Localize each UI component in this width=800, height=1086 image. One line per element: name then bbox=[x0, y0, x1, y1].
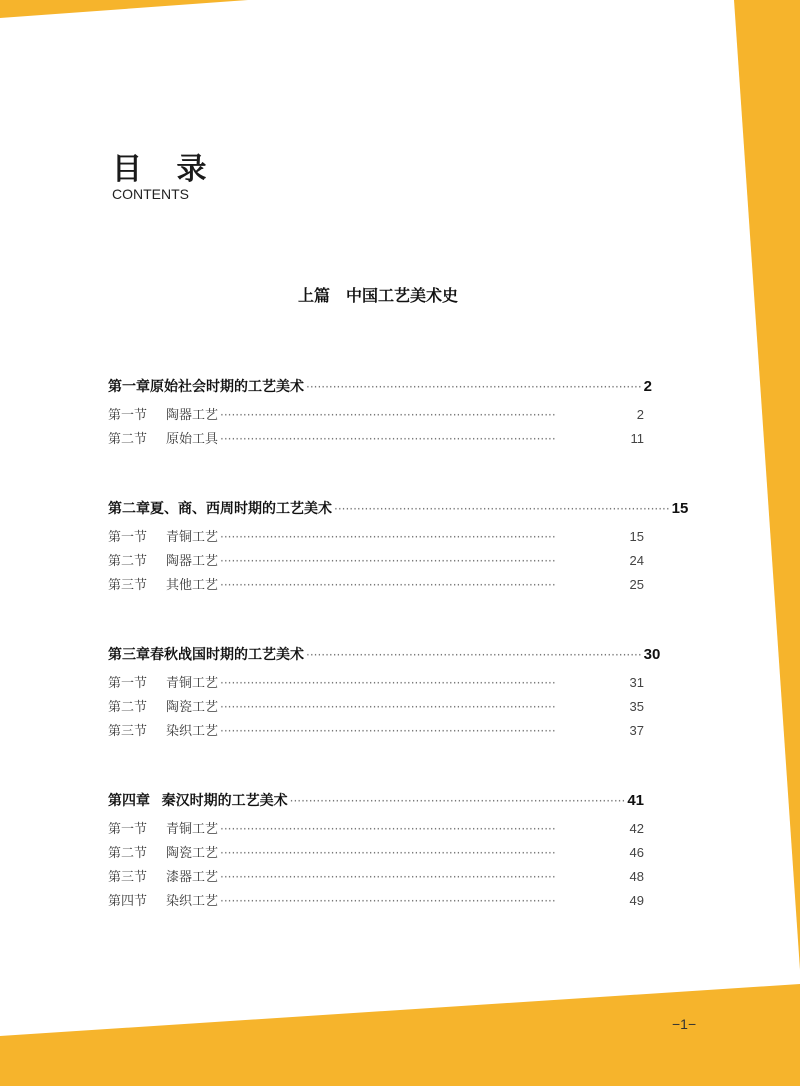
section-title: 陶器工艺 bbox=[166, 554, 219, 569]
chapter-number: 第三章 bbox=[108, 647, 150, 663]
chapter-entry[interactable] bbox=[108, 644, 661, 672]
chapter-title: 春秋战国时期的工艺美术 bbox=[150, 647, 304, 663]
dot-leader: ························································································ bbox=[306, 648, 642, 662]
section-number: 第一节 bbox=[108, 676, 148, 691]
dot-leader: ························································································ bbox=[220, 530, 556, 544]
dot-leader: ························································································ bbox=[220, 724, 556, 738]
dot-leader: ························································································ bbox=[220, 822, 556, 836]
section-page: 37 bbox=[629, 723, 644, 738]
dot-leader: ························································································ bbox=[220, 894, 556, 908]
section-title: 青铜工艺 bbox=[166, 676, 219, 691]
section-entry[interactable] bbox=[108, 818, 644, 842]
top-right-yellow-band bbox=[0, 0, 248, 18]
page-number: −1− bbox=[672, 1016, 697, 1032]
section-number: 第一节 bbox=[108, 822, 148, 837]
chapter-number: 第二章 bbox=[108, 501, 150, 517]
toc-subtitle: CONTENTS bbox=[112, 186, 189, 202]
section-entry[interactable] bbox=[108, 720, 644, 744]
section-title: 青铜工艺 bbox=[166, 530, 219, 545]
chapter-title: 原始社会时期的工艺美术 bbox=[150, 379, 304, 395]
section-page: 46 bbox=[629, 845, 644, 860]
chapter-block bbox=[108, 644, 661, 744]
section-entry[interactable] bbox=[108, 672, 644, 696]
section-page: 49 bbox=[629, 893, 644, 908]
section-number: 第一节 bbox=[108, 408, 148, 423]
section-title: 陶瓷工艺 bbox=[166, 846, 219, 861]
dot-leader: ························································································ bbox=[220, 432, 556, 446]
section-page: 2 bbox=[636, 407, 644, 422]
section-entry[interactable] bbox=[108, 842, 644, 866]
section-number: 第一节 bbox=[108, 530, 148, 545]
chapter-entry[interactable] bbox=[108, 498, 689, 526]
section-title: 青铜工艺 bbox=[166, 822, 219, 837]
section-entry[interactable] bbox=[108, 404, 644, 428]
chapter-number: 第一章 bbox=[108, 379, 150, 395]
section-title: 漆器工艺 bbox=[166, 870, 219, 885]
section-page: 42 bbox=[629, 821, 644, 836]
section-title: 陶瓷工艺 bbox=[166, 700, 219, 715]
dot-leader: ························································································ bbox=[220, 554, 556, 568]
chapter-page: 2 bbox=[643, 378, 653, 395]
chapter-title: 夏、商、西周时期的工艺美术 bbox=[150, 501, 332, 517]
section-title: 陶器工艺 bbox=[166, 408, 219, 423]
section-number: 第二节 bbox=[108, 432, 148, 447]
chapter-title: 秦汉时期的工艺美术 bbox=[161, 793, 288, 809]
section-entry[interactable] bbox=[108, 574, 644, 598]
section-title: 染织工艺 bbox=[166, 894, 219, 909]
section-page: 24 bbox=[629, 553, 644, 568]
section-title: 其他工艺 bbox=[166, 578, 219, 593]
section-entry[interactable] bbox=[108, 890, 644, 914]
chapter-page: 30 bbox=[643, 646, 661, 663]
section-entry[interactable] bbox=[108, 866, 644, 890]
dot-leader: ························································································ bbox=[220, 578, 556, 592]
chapter-block bbox=[108, 376, 653, 452]
section-page: 31 bbox=[629, 675, 644, 690]
dot-leader: ························································································ bbox=[220, 846, 556, 860]
toc-title: 目 录 bbox=[112, 152, 219, 187]
dot-leader: ························································································ bbox=[306, 380, 642, 394]
chapter-block bbox=[108, 498, 689, 598]
dot-leader: ························································································ bbox=[289, 794, 626, 808]
dot-leader: ························································································ bbox=[220, 408, 556, 422]
dot-leader: ························································································ bbox=[220, 700, 556, 714]
bottom-yellow-band bbox=[0, 984, 800, 1086]
section-page: 48 bbox=[629, 869, 644, 884]
section-title: 染织工艺 bbox=[166, 724, 219, 739]
section-number: 第二节 bbox=[108, 554, 148, 569]
section-page: 35 bbox=[629, 699, 644, 714]
section-page: 25 bbox=[629, 577, 644, 592]
chapter-page: 41 bbox=[627, 792, 644, 809]
section-entry[interactable] bbox=[108, 550, 644, 574]
dot-leader: ························································································ bbox=[334, 502, 670, 516]
section-number: 第二节 bbox=[108, 700, 148, 715]
chapter-entry[interactable] bbox=[108, 790, 644, 818]
section-page: 11 bbox=[630, 431, 644, 446]
section-entry[interactable] bbox=[108, 526, 644, 550]
section-page: 15 bbox=[629, 529, 644, 544]
chapter-entry[interactable] bbox=[108, 376, 653, 404]
section-number: 第三节 bbox=[108, 578, 148, 593]
section-number: 第二节 bbox=[108, 846, 148, 861]
dot-leader: ························································································ bbox=[220, 676, 556, 690]
chapter-number: 第四章 bbox=[108, 793, 150, 809]
section-number: 第三节 bbox=[108, 870, 148, 885]
section-number: 第四节 bbox=[108, 894, 148, 909]
section-number: 第三节 bbox=[108, 724, 148, 739]
section-title: 原始工具 bbox=[166, 432, 219, 447]
chapter-block bbox=[108, 790, 644, 914]
dot-leader: ························································································ bbox=[220, 870, 556, 884]
table-of-contents bbox=[108, 376, 689, 960]
section-entry[interactable] bbox=[108, 696, 644, 720]
right-yellow-band bbox=[734, 0, 800, 970]
chapter-page: 15 bbox=[671, 500, 689, 517]
section-entry[interactable] bbox=[108, 428, 644, 452]
part-title: 上篇 中国工艺美术史 bbox=[297, 286, 458, 305]
